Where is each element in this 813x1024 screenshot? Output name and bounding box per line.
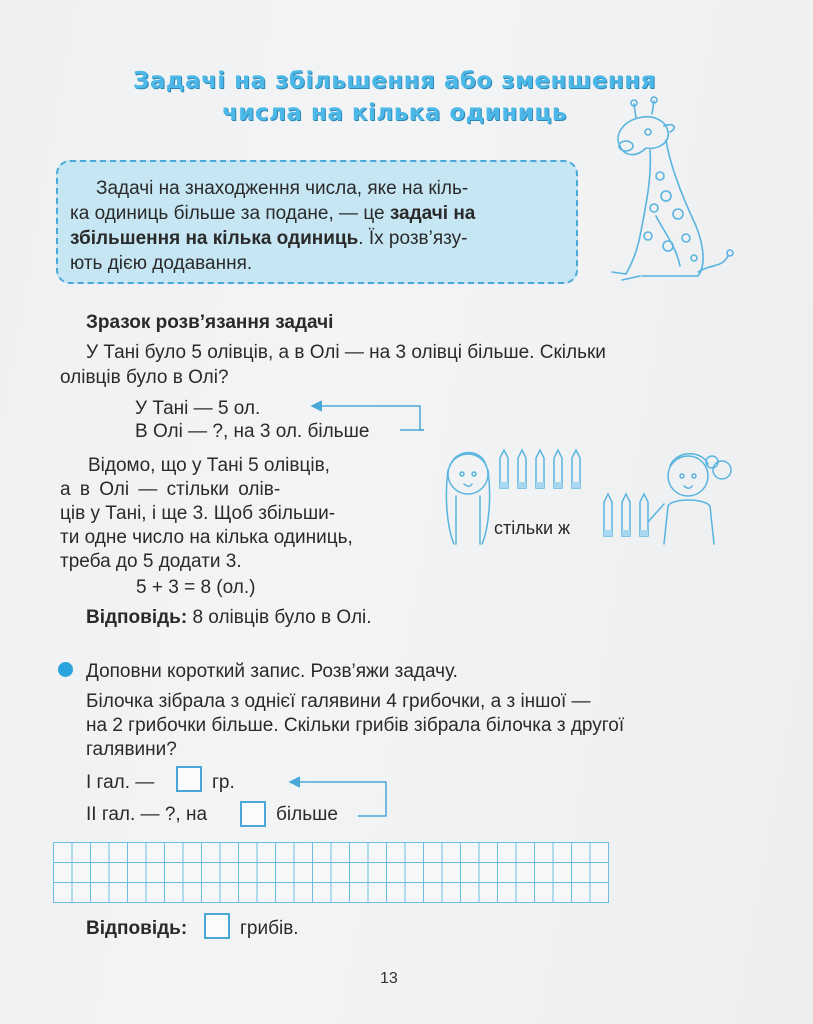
explanation-line-5: треба до 5 додати 3. bbox=[60, 551, 242, 572]
answer-box-first-meadow[interactable] bbox=[176, 766, 202, 792]
example-answer-label: Відповідь: bbox=[86, 607, 188, 628]
task-bracket-arrow bbox=[278, 776, 388, 820]
rule-line-4: ють дією додавання. bbox=[70, 253, 253, 274]
task-bullet-icon bbox=[58, 662, 73, 677]
short-record-line-1: У Тані — 5 ол. bbox=[135, 398, 261, 419]
task-record-1-label: I гал. — bbox=[86, 772, 155, 793]
task-instruction: Доповни короткий запис. Розв’яжи задачу. bbox=[86, 661, 458, 682]
page-number: 13 bbox=[380, 970, 398, 987]
page-title-line-2: числа на кілька одиниць bbox=[222, 100, 567, 126]
illustration-label: стільки ж bbox=[494, 518, 571, 538]
task-answer-label: Відповідь: bbox=[86, 918, 188, 939]
task-record-2-label: II гал. — ?, на bbox=[86, 804, 208, 825]
task-record-2-unit: більше bbox=[276, 804, 338, 825]
rule-line-2: ка одиниць більше за подане, — це bbox=[70, 203, 390, 224]
example-problem-line-1: У Тані було 5 олівців, а в Олі — на 3 олівці більше. Скільки bbox=[86, 342, 606, 363]
example-answer-text: 8 олівців було в Олі. bbox=[187, 607, 372, 628]
rule-line-3: . Їх розв’язу- bbox=[358, 228, 468, 249]
solution-equation: 5 + 3 = 8 (ол.) bbox=[136, 577, 256, 598]
task-record-1-unit: гр. bbox=[212, 772, 235, 793]
answer-box-mushrooms[interactable] bbox=[204, 913, 230, 939]
example-heading: Зразок розв’язання задачі bbox=[86, 312, 334, 333]
task-text-line-1: Білочка зібрала з однієї галявини 4 грибочки, а з іншої — bbox=[86, 691, 591, 712]
short-record-line-2: В Олі — ?, на 3 ол. більше bbox=[135, 421, 370, 442]
task-text-line-2: на 2 грибочки більше. Скільки грибів зібрала білочка з другої bbox=[86, 715, 625, 736]
explanation-line-3: ців у Тані, і ще 3. Щоб збільши- bbox=[60, 503, 336, 524]
task-answer-unit: грибів. bbox=[240, 918, 299, 939]
task-text-line-3: галявини? bbox=[86, 739, 177, 760]
girls-pencils-illustration bbox=[436, 440, 736, 550]
explanation-line-4: ти одне число на кілька одиниць, bbox=[60, 527, 353, 548]
explanation-line-1: Відомо, що у Тані 5 олівців, bbox=[88, 455, 330, 476]
explanation-line-2: а в Олі — стільки олів- bbox=[60, 479, 281, 500]
giraffe-illustration bbox=[606, 96, 736, 291]
rule-line-1: Задачі на знаходження числа, яке на кіль- bbox=[96, 178, 469, 199]
rule-line-2-bold: задачі на bbox=[389, 203, 476, 224]
answer-box-difference[interactable] bbox=[240, 801, 266, 827]
page-title-line-1: Задачі на збільшення або зменшення bbox=[133, 68, 656, 94]
rule-text bbox=[70, 176, 566, 276]
solution-grid[interactable] bbox=[53, 842, 609, 903]
rule-line-3-bold: збільшення на кілька одиниць bbox=[70, 228, 359, 249]
example-problem-line-2: олівців було в Олі? bbox=[60, 367, 229, 388]
record-bracket-arrow bbox=[300, 400, 430, 440]
